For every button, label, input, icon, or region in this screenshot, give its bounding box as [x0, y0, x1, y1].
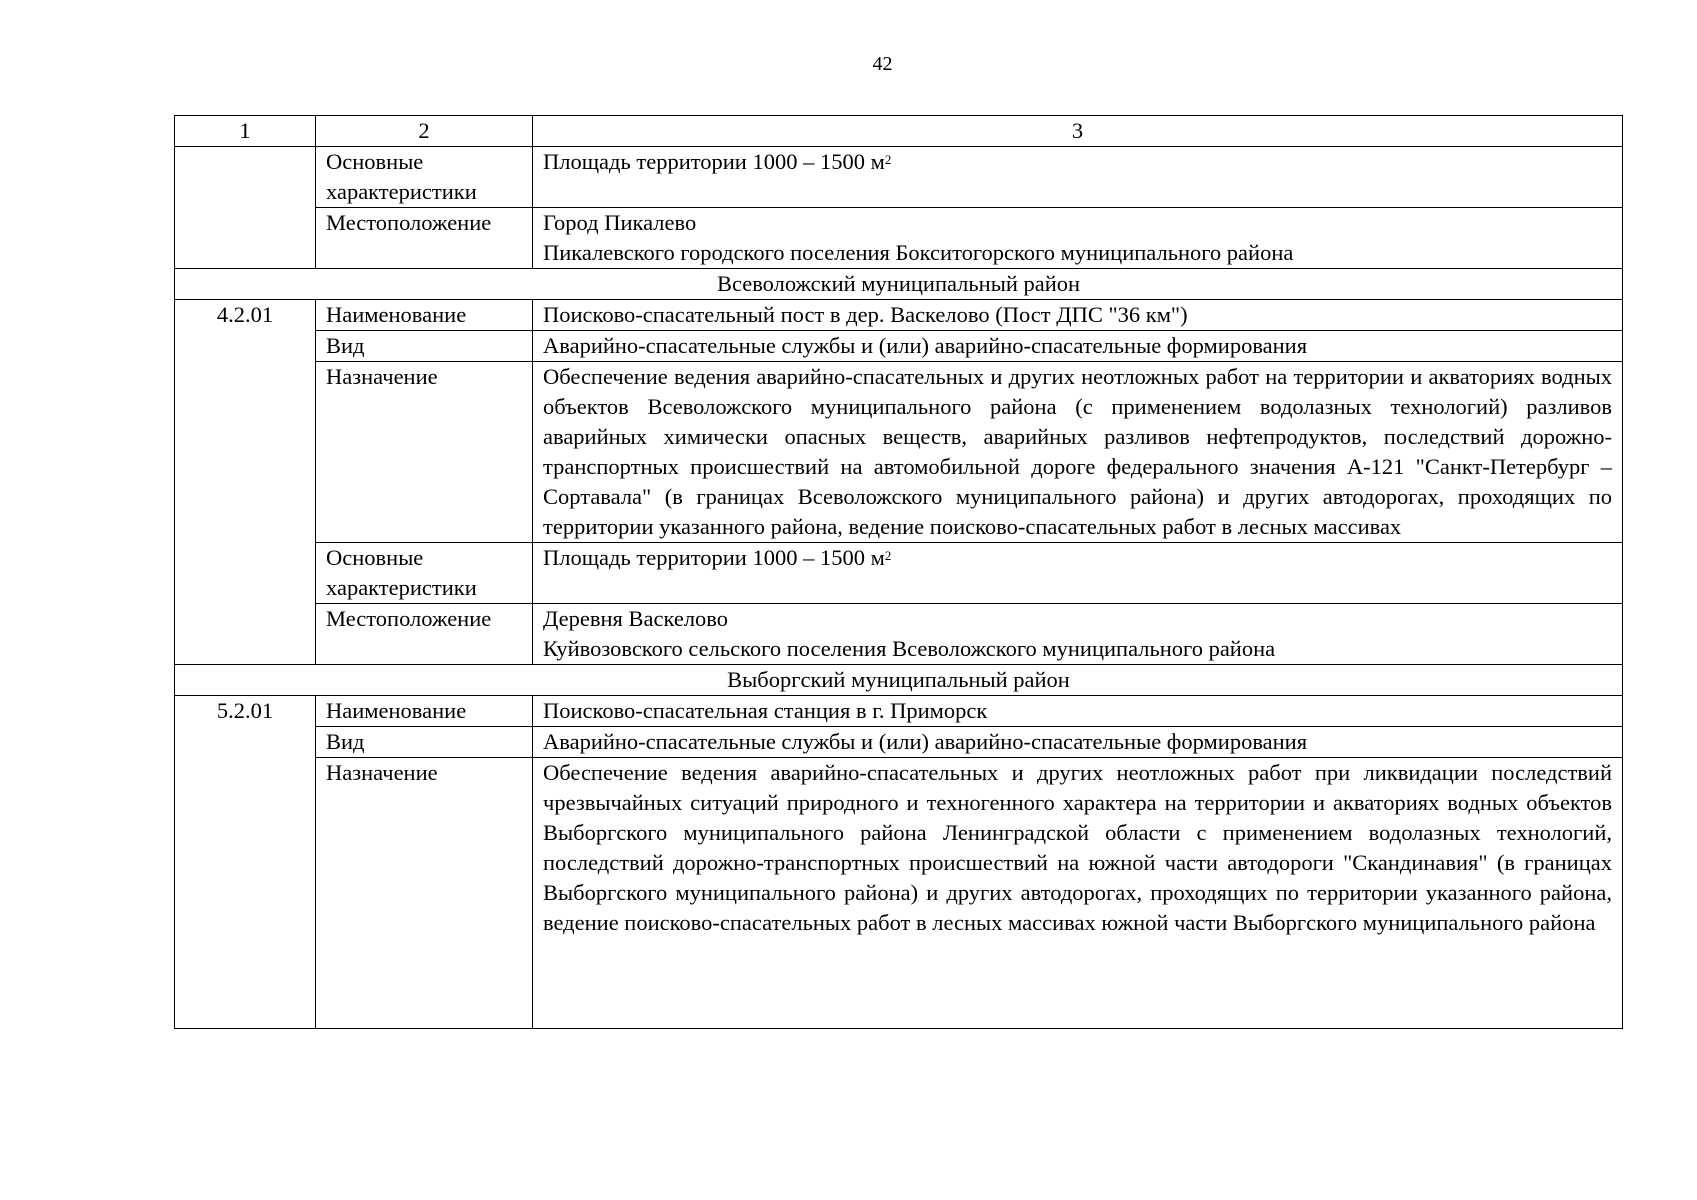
field-value: [533, 604, 1623, 665]
header-col-1: 1: [175, 116, 316, 147]
field-label: Вид: [316, 331, 533, 362]
table-header-row: [175, 116, 1623, 147]
field-value: Площадь территории 1000 – 1500 $м^2$: [533, 147, 1623, 208]
table-row: [175, 758, 1623, 1029]
field-value: Обеспечение ведения аварийно-спасательных и других неотложных работ на территории и акваториях водных объектов Всеволожского муниципального района (с применением водолазных технологий) разливов аварийных химически опасных веществ, аварийных разливов нефтепродуктов, последствий дорожно-транспортных происшествий на автомобильной дороге федерального значения А-121 "Санкт-Петербург – Сортавала" (в границах Всеволожского муниципального района) и других автодорогах, проходящих по территории указанного района, ведение поисково-спасательных работ в лесных массивах: [533, 362, 1623, 543]
field-value: Поисково-спасательная станция в г. Приморск: [533, 696, 1623, 727]
item-id-cell: [175, 147, 316, 269]
field-value: Площадь территории 1000 – 1500 $м^2$: [533, 543, 1623, 604]
field-label: Назначение: [316, 362, 533, 543]
field-value: Аварийно-спасательные службы и (или) аварийно-спасательные формирования: [533, 331, 1623, 362]
page-number: 42: [872, 53, 893, 75]
table-row: [175, 300, 1623, 331]
section-title: Выборгский муниципальный район: [175, 665, 1623, 696]
field-value: Поисково-спасательный пост в дер. Васкелово (Пост ДПС "36 км"): [533, 300, 1623, 331]
section-header-row: [175, 665, 1623, 696]
header-col-2: 2: [316, 116, 533, 147]
facilities-table: [174, 115, 1623, 1029]
location-line: Деревня Васкелово: [543, 606, 729, 631]
section-title: Всеволожский муниципальный район: [175, 269, 1623, 300]
field-value: Обеспечение ведения аварийно-спасательных и других неотложных работ при ликвидации последствий чрезвычайных ситуаций природного и техногенного характера на территории и акваториях водных объектов Выборгского муниципального района Ленинградской области с применением водолазных технологий, последствий дорожно-транспортных происшествий на южной части автодороги "Скандинавия" (в границах Выборгского муниципального района) и других автодорогах, проходящих по территории указанного района, ведение поисково-спасательных работ в лесных массивах южной части Выборгского муниципального района: [533, 758, 1623, 1029]
field-label: Вид: [316, 727, 533, 758]
field-label: Наименование: [316, 300, 533, 331]
table-row: [175, 362, 1623, 543]
field-label: Основные характеристики: [316, 147, 533, 208]
table-row: [175, 604, 1623, 665]
field-label: Местоположение: [316, 604, 533, 665]
field-value: [533, 208, 1623, 269]
field-value: Аварийно-спасательные службы и (или) аварийно-спасательные формирования: [533, 727, 1623, 758]
section-header-row: [175, 269, 1623, 300]
header-col-3: 3: [533, 116, 1623, 147]
field-label: Местоположение: [316, 208, 533, 269]
table-row: [175, 331, 1623, 362]
table-row: [175, 543, 1623, 604]
location-line: Город Пикалево: [543, 210, 697, 235]
table-row: [175, 147, 1623, 208]
field-label: Основные характеристики: [316, 543, 533, 604]
table-row: [175, 208, 1623, 269]
location-line: Пикалевского городского поселения Бокситогорского муниципального района: [543, 240, 1294, 265]
table-row: [175, 696, 1623, 727]
item-id-cell: 4.2.01: [175, 300, 316, 665]
table-row: [175, 727, 1623, 758]
location-line: Куйвозовского сельского поселения Всеволожского муниципального района: [543, 636, 1276, 661]
item-id-cell: 5.2.01: [175, 696, 316, 1029]
field-label: Наименование: [316, 696, 533, 727]
field-label: Назначение: [316, 758, 533, 1029]
